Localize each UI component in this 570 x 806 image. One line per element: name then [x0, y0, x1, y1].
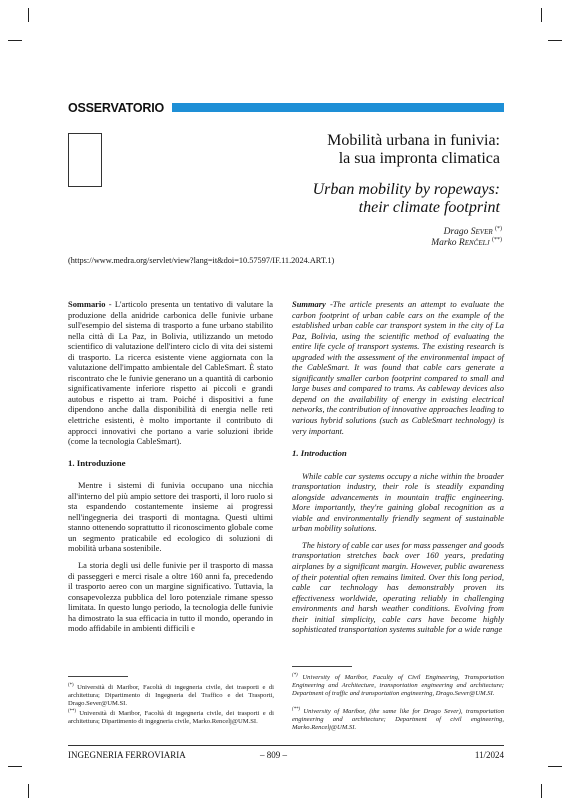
author-first: Marko: [431, 238, 457, 249]
author-2: [431, 237, 502, 248]
footnote: [292, 706, 504, 732]
author-mark: (*): [495, 226, 502, 232]
crop-mark: [541, 8, 542, 22]
section-heading: 1. Introduction: [292, 448, 347, 459]
footnote: [292, 672, 504, 698]
footnote-mark: (*): [292, 673, 298, 678]
title-english: [240, 181, 500, 217]
abstract-text: -The article presents an attempt to evaluate the carbon footprint of urban cable cars on the example of the established urban cable car transport system in the city of La Paz, Bolivia, using the scientific method of evaluating the entire life cycle of transport systems. The existing research is upgraded with the assessment of the environmental impact of the CableSmart. It was found that cable cars generate a significantly smaller carbon footprint compared to small and large buses and compared to trams. As cableway devices also depend on the availability of energy in existing electrical networks, the contribution of innovative approaches leading to various hybrid solutions (such as CableSmart technology) is very important.: [292, 299, 504, 436]
footnote-mark: (*): [68, 683, 74, 688]
author-last: Sever: [470, 227, 493, 238]
journal-logo-box: [68, 133, 102, 187]
journal-name: INGEGNERIA FERROVIARIA: [68, 750, 186, 760]
footnote-rule: [68, 676, 128, 677]
crop-mark: [548, 40, 562, 41]
english-column: [292, 299, 504, 635]
footnote-mark: (**): [292, 707, 300, 712]
abstract-english: [292, 299, 504, 436]
section-heading: 1. Introduzione: [68, 457, 126, 468]
footnote: [68, 708, 274, 726]
crop-mark: [28, 784, 29, 798]
issue-number: 11/2024: [474, 750, 504, 760]
section-label: OSSERVATORIO: [68, 101, 165, 115]
footnote-text: University of Maribor, Faculty of Civil Engineering, Transportation Engineering and Architecture, transportation engineering and architecture; Department of traffic and transportation engineering, Drago.Sever@UM.SI.: [292, 674, 504, 698]
title-italian: [240, 132, 500, 168]
paragraph: The history of cable car uses for mass passenger and goods transportation stretches back over 160 years, predating airplanes by a significant margin. However, public awareness of their potential often remains limited. Over this long period, cable car technology has demonstrably proven its effectiveness worldwide, operating reliably in challenging environments and harsh weather conditions. Evolving from their initial simplicity, cable cars have become highly sophisticated transportation systems suitable for a wide range: [292, 539, 504, 635]
abstract-label: Summary: [292, 299, 326, 309]
footnote-text: Università di Maribor, Facoltà di ingegneria civile, dei trasporti e di architettura; Dipartimento di ingegneria civile, Marko.Rencelj@UM.SI.: [68, 710, 274, 726]
footer-rule: [68, 745, 504, 746]
crop-mark: [548, 766, 562, 767]
author-first: Drago: [443, 227, 469, 238]
crop-mark: [28, 8, 29, 22]
title-italian-line2: la sua impronta climatica: [338, 150, 500, 167]
author-mark: (**): [492, 237, 502, 243]
title-italian-line1: Mobilità urbana in funivia:: [327, 132, 500, 149]
abstract-label: Sommario: [68, 299, 106, 309]
section-accent-bar: [172, 103, 504, 112]
footnote: [68, 682, 274, 708]
paragraph: La storia degli usi delle funivie per il trasporto di massa di passeggeri e merci risale a oltre 160 anni fa, precedendo il trasporto aereo con un margine significativo. Tuttavia, la consapevolezza pubblica del loro potenziale rimane spesso limitata. In questo lungo periodo, la tecnologia delle funivie ha dimostrato la sua efficacia in tutto il mondo, operando in modo affidabile in ambienti difficili e: [68, 560, 273, 634]
footnote-text: University of Maribor, (the same like for Drago Sever), transportation engineering and architecture; Department of civil engineering, Marko.Rencelj@UM.SI.: [292, 708, 504, 732]
title-english-line2: their climate footprint: [358, 199, 500, 216]
paragraph: While cable car systems occupy a niche within the broader transportation industry, their role is steadily expanding alongside advancements in mountain traffic engineering. More importantly, they're gaining global recognition as a viable and environmentally friendly segment of sustainable urban mobility solutions.: [292, 470, 504, 534]
doi-link[interactable]: (https://www.medra.org/servlet/view?lang=it&doi=10.57597/IF.11.2024.ART.1): [68, 256, 335, 265]
footnote-text: Università di Maribor, Facoltà di ingegneria civile, dei trasporti e di architettura; Dipartimento di Ingegneria del Traffico e dei Trasporti, Drago.Sever@UM.SI.: [68, 684, 274, 708]
italian-column: [68, 299, 273, 634]
author-1: [444, 226, 502, 237]
crop-mark: [8, 40, 22, 41]
footnote-rule: [292, 666, 352, 667]
crop-mark: [541, 784, 542, 798]
abstract-italian: [68, 299, 273, 447]
author-last: Renčelj: [458, 238, 490, 249]
paragraph: Mentre i sistemi di funivia occupano una nicchia all'interno del più ampio settore dei trasporti, il loro ruolo si sta espandendo costantemente insieme ai progressi nell'ingegneria dei trasporti di montagna. Questi ultimi stanno ottenendo soprattutto il riconoscimento globale come un segmento praticabile ed ecologico di soluzioni di mobilità urbana sostenibile.: [68, 480, 273, 554]
abstract-text: - L'articolo presenta un tentativo di valutare la produzione della anidride carbonica delle funivie urbane sull'esempio del sistema di trasporto a fune urbano stabilito nella città di La Paz, in Bolivia, utilizzando un metodo scientifico di valutazione dell'intero ciclo di vita dei sistemi di trasporto. La ricerca esistente viene aggiornata con la valutazione dell'impatto ambientale del CableSmart. È stato riscontrato che le funivie generano un a quantità di carbonio significativamente inferiore rispetto ai piccoli e grandi autobus e rispetto ai tram. Poiché i dispositivi a fune dipendono anche dalla disponibilità di energia nelle reti elettriche esistenti, è molto importante il contributo di approcci innovativi che portano a varie soluzioni ibride (come la tecnologia CableSmart).: [68, 299, 273, 447]
footnote-mark: (**): [68, 709, 76, 714]
page-number: – 809 –: [260, 750, 287, 760]
title-english-line1: Urban mobility by ropeways:: [312, 181, 500, 198]
crop-mark: [8, 766, 22, 767]
